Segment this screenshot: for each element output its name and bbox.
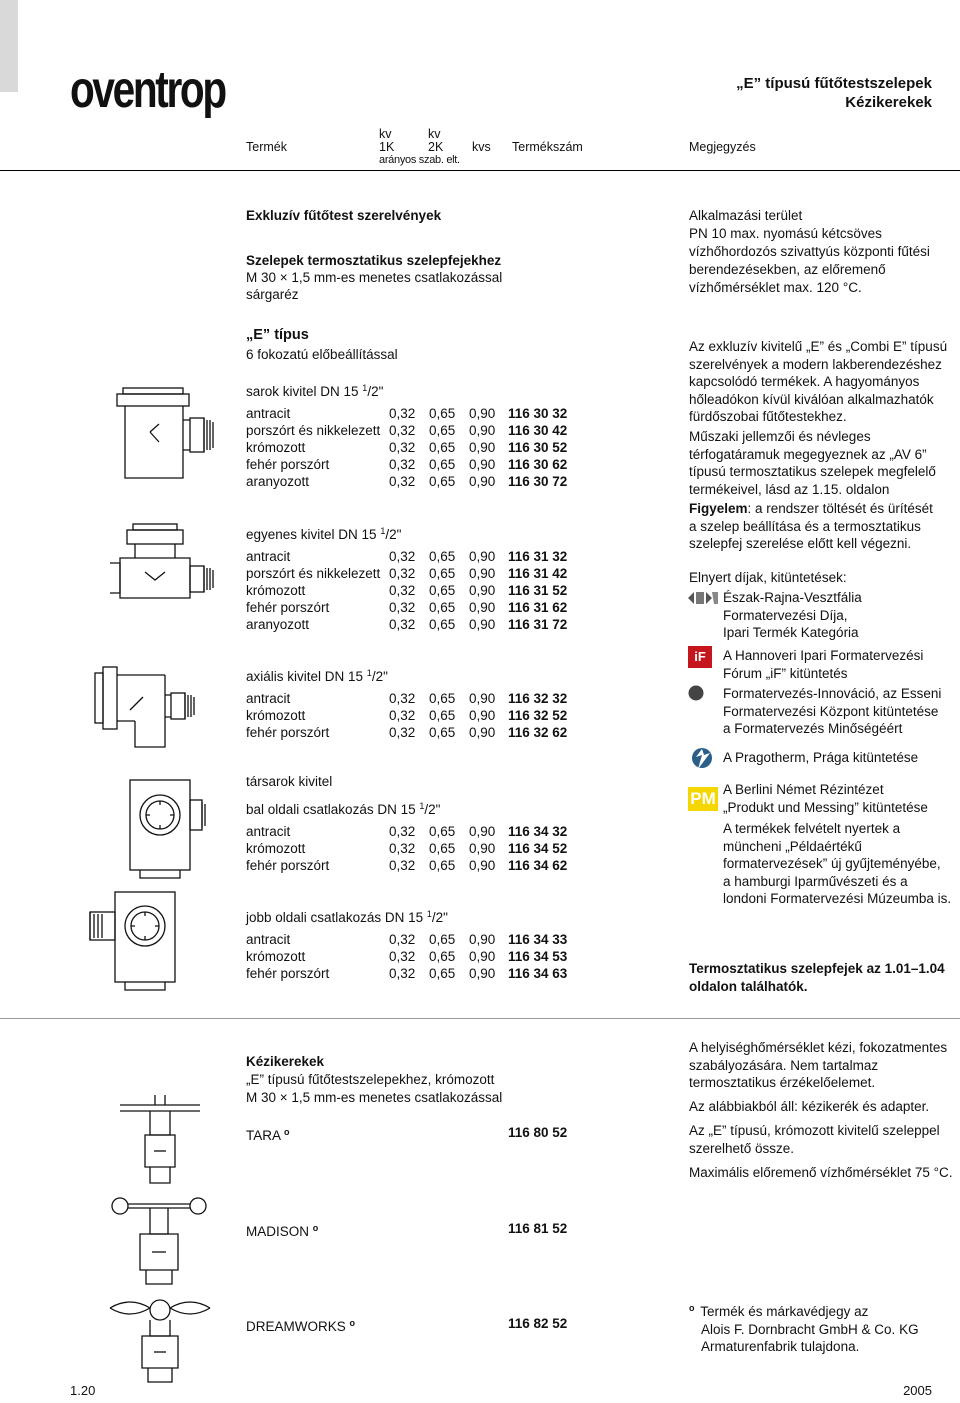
award-line: A Berlini Német Rézintézet — [723, 782, 884, 797]
etype-title: „E” típus — [246, 327, 309, 343]
row-kv2: 0,65 — [429, 600, 456, 615]
row-kv2: 0,65 — [429, 824, 456, 839]
desc-line: szabályozására. Nem tartalmaz — [689, 1057, 879, 1073]
page-title — [736, 74, 932, 112]
col-megjegyzes: Megjegyzés — [689, 140, 756, 154]
handwheels-line2: M 30 × 1,5 mm-es menetes csatlakozással — [246, 1090, 503, 1105]
row-finish: krómozott — [246, 708, 306, 723]
row-code: 116 31 42 — [508, 566, 568, 581]
group-label-text: jobb oldali csatlakozás DN 15 — [246, 910, 427, 925]
dreamworks-handwheel-drawing — [100, 1290, 220, 1385]
award-museums — [723, 820, 951, 908]
row-kvs: 0,90 — [469, 600, 496, 615]
row-kv2: 0,65 — [429, 691, 456, 706]
row-finish: antracit — [246, 549, 291, 564]
col-2k: 2K — [428, 140, 444, 154]
if-award-icon: iF — [688, 646, 712, 668]
page-number: 1.20 — [70, 1383, 96, 1398]
item-name: MADISON — [246, 1224, 310, 1239]
row-code: 116 31 52 — [508, 583, 568, 598]
row-kvs: 0,90 — [469, 440, 496, 455]
row-kv2: 0,65 — [429, 932, 456, 947]
row-kv2: 0,65 — [429, 966, 456, 981]
row-code: 116 34 52 — [508, 841, 568, 856]
trademark-line: Armaturenfabrik tulajdona. — [701, 1339, 860, 1354]
row-finish: fehér porszórt — [246, 858, 330, 873]
row-kv1: 0,32 — [389, 566, 416, 581]
row-finish: antracit — [246, 932, 291, 947]
awards-title: Elnyert díjak, kitüntetések: — [689, 570, 847, 585]
row-kvs: 0,90 — [469, 708, 496, 723]
row-kvs: 0,90 — [469, 406, 496, 421]
trademark-mark: o — [349, 1318, 356, 1328]
handwheel-tara — [246, 1124, 290, 1145]
group-label-text: sarok kivitel DN 15 — [246, 384, 363, 399]
row-code: 116 34 53 — [508, 949, 568, 964]
row-kv2: 0,65 — [429, 457, 456, 472]
tara-handwheel-drawing — [110, 1095, 220, 1190]
award-nrw — [723, 589, 862, 642]
page-edge-tab — [0, 0, 18, 92]
frac-den: /2" — [367, 384, 384, 399]
angle-right-valve-drawing — [70, 878, 200, 993]
row-code: 116 30 52 — [508, 440, 568, 455]
frac-num: 1 — [362, 383, 368, 393]
desc-line: a szelep beállítása és a termosztatikus — [689, 518, 921, 534]
desc-line: szerelvények a modern lakberendezéshez — [689, 356, 942, 372]
row-code: 116 30 42 — [508, 423, 568, 438]
row-kv1: 0,32 — [389, 617, 416, 632]
thermostat-heads-note — [689, 960, 945, 995]
col-termek: Termék — [246, 140, 287, 154]
row-kvs: 0,90 — [469, 725, 496, 740]
row-kv2: 0,65 — [429, 949, 456, 964]
app-line-0: PN 10 max. nyomású kétcsöves — [689, 226, 882, 241]
intro-line2: M 30 × 1,5 mm-es menetes csatlakozással — [246, 270, 503, 285]
col-kv1: kv — [379, 127, 392, 141]
row-kv1: 0,32 — [389, 600, 416, 615]
award-essen — [723, 685, 941, 738]
row-code: 116 32 32 — [508, 691, 568, 706]
handwheel-madison-code: 116 81 52 — [508, 1221, 568, 1236]
row-kvs: 0,90 — [469, 932, 496, 947]
row-kvs: 0,90 — [469, 617, 496, 632]
row-finish: antracit — [246, 691, 291, 706]
desc-line: Az „E” típusú, krómozott kivitelű szeleppel — [689, 1123, 940, 1138]
row-kv1: 0,32 — [389, 583, 416, 598]
handwheels-title: Kézikerekek — [246, 1054, 325, 1069]
award-line: Észak-Rajna-Vesztfália — [723, 590, 862, 605]
col-kv2: kv — [428, 127, 441, 141]
row-code: 116 30 32 — [508, 406, 568, 421]
oventrop-logo: oventrop — [70, 61, 225, 119]
row-kvs: 0,90 — [469, 858, 496, 873]
row-finish: krómozott — [246, 841, 306, 856]
row-finish: fehér porszórt — [246, 966, 330, 981]
group-label-text: bal oldali csatlakozás DN 15 — [246, 802, 420, 817]
group-label-jobb — [246, 906, 448, 927]
desc-line: hőleadókon kívül kiválóan alkalmazhatók — [689, 391, 934, 407]
item-name: TARA — [246, 1128, 281, 1143]
row-code: 116 34 32 — [508, 824, 568, 839]
row-kv2: 0,65 — [429, 406, 456, 421]
handwheel-madison — [246, 1220, 318, 1241]
row-finish: fehér porszórt — [246, 600, 330, 615]
row-finish: krómozott — [246, 440, 306, 455]
row-finish: aranyozott — [246, 474, 310, 489]
row-kvs: 0,90 — [469, 474, 496, 489]
col-kvs: kvs — [472, 140, 491, 154]
app-line-2: berendezésekben, az előremenő — [689, 262, 886, 277]
frac-num: 1 — [419, 801, 425, 811]
row-code: 116 31 72 — [508, 617, 568, 632]
row-kv2: 0,65 — [429, 583, 456, 598]
row-kv2: 0,65 — [429, 474, 456, 489]
row-kvs: 0,90 — [469, 841, 496, 856]
row-kv1: 0,32 — [389, 549, 416, 564]
col-arany: arányos szab. elt. — [379, 154, 460, 166]
header-rule — [0, 170, 960, 171]
handwheels-line1: „E” típusú fűtőtestszelepekhez, krómozott — [246, 1072, 495, 1087]
award-line: londoni Formatervezési Múzeumba is. — [723, 891, 952, 906]
col-1k: 1K — [379, 140, 395, 154]
row-kvs: 0,90 — [469, 949, 496, 964]
row-kv1: 0,32 — [389, 949, 416, 964]
row-kv2: 0,65 — [429, 858, 456, 873]
handwheel-tara-code: 116 80 52 — [508, 1125, 568, 1140]
award-prague: A Pragotherm, Prága kitüntetése — [723, 750, 919, 765]
row-kv2: 0,65 — [429, 708, 456, 723]
desc-p2 — [689, 428, 936, 498]
row-kv2: 0,65 — [429, 549, 456, 564]
frac-num: 1 — [366, 668, 372, 678]
row-kvs: 0,90 — [469, 457, 496, 472]
row-kv1: 0,32 — [389, 725, 416, 740]
desc-line: szelepfej szerelése előtt kell végezni. — [689, 536, 912, 551]
axial-valve-drawing — [75, 655, 225, 765]
award-line: a hamburgi Iparművészeti és a — [723, 873, 908, 889]
note-line: Termosztatikus szelepfejek az 1.01–1.04 — [689, 961, 945, 976]
warning-label: Figyelem — [689, 501, 748, 516]
row-kv1: 0,32 — [389, 691, 416, 706]
desc-line: termosztatikus érzékelőelemet. — [689, 1075, 876, 1090]
trademark-mark: o — [312, 1223, 319, 1233]
row-kvs: 0,90 — [469, 549, 496, 564]
app-line-3: vízhőmérséklet max. 120 °C. — [689, 280, 862, 295]
desc-line: térfogatáramuk megegyeznek az „AV 6” — [689, 446, 927, 462]
group-label-text: egyenes kivitel DN 15 — [246, 527, 381, 542]
row-finish: krómozott — [246, 583, 306, 598]
desc-p1 — [689, 338, 947, 426]
row-finish: krómozott — [246, 949, 306, 964]
row-kvs: 0,90 — [469, 824, 496, 839]
angle-left-valve-drawing — [120, 770, 220, 880]
madison-handwheel-drawing — [100, 1190, 220, 1290]
desc-line: Az exkluzív kivitelű „E” és „Combi E” típusú — [689, 339, 948, 354]
row-finish: porszórt és nikkelezett — [246, 423, 381, 438]
row-kv2: 0,65 — [429, 841, 456, 856]
frac-den: /2" — [431, 910, 448, 925]
row-kvs: 0,90 — [469, 423, 496, 438]
row-kv1: 0,32 — [389, 423, 416, 438]
row-kv2: 0,65 — [429, 617, 456, 632]
row-code: 116 34 62 — [508, 858, 568, 873]
title-line-1: „E” típusú fűtőtestszelepek — [736, 75, 932, 92]
award-line: Fórum „iF” kitüntetés — [723, 665, 848, 681]
app-line-1: vízhőhordozós szivattyús központi fűtési — [689, 244, 930, 259]
row-kv2: 0,65 — [429, 566, 456, 581]
award-line: „Produkt und Messing” kitüntetése — [723, 799, 928, 815]
row-finish: fehér porszórt — [246, 725, 330, 740]
row-finish: antracit — [246, 406, 291, 421]
trademark-line: Alois F. Dornbracht GmbH & Co. KG — [701, 1321, 919, 1337]
handwheel-dreamworks — [246, 1315, 355, 1336]
handwheel-desc-1 — [689, 1039, 947, 1092]
handwheel-dreamworks-code: 116 82 52 — [508, 1316, 568, 1331]
handwheel-desc-3 — [689, 1122, 940, 1157]
item-name: DREAMWORKS — [246, 1319, 346, 1334]
intro-heading: Exkluzív fűtőtest szerelvények — [246, 208, 442, 223]
row-kv2: 0,65 — [429, 725, 456, 740]
title-line-2: Kézikerekek — [845, 94, 932, 111]
award-berlin — [723, 781, 928, 816]
nrw-award-icon — [688, 590, 718, 606]
row-finish: fehér porszórt — [246, 457, 330, 472]
row-kv1: 0,32 — [389, 406, 416, 421]
row-kv1: 0,32 — [389, 440, 416, 455]
desc-p3 — [689, 500, 933, 553]
row-kv1: 0,32 — [389, 708, 416, 723]
intro-line3: sárgaréz — [246, 287, 299, 302]
trademark-mark: o — [689, 1303, 695, 1313]
desc-line: kapcsolódó termékek. A hagyományos — [689, 374, 920, 389]
row-kv1: 0,32 — [389, 841, 416, 856]
col-termekszam: Termékszám — [512, 140, 583, 154]
corner-valve-drawing — [95, 360, 225, 495]
row-kv1: 0,32 — [389, 966, 416, 981]
row-code: 116 34 63 — [508, 966, 568, 981]
row-kv1: 0,32 — [389, 824, 416, 839]
year: 2005 — [903, 1383, 932, 1398]
row-kv2: 0,65 — [429, 423, 456, 438]
row-code: 116 31 62 — [508, 600, 568, 615]
frac-num: 1 — [380, 526, 386, 536]
award-line: A Hannoveri Ipari Formatervezési — [723, 648, 924, 663]
intro-subheading: Szelepek termosztatikus szelepfejekhez — [246, 253, 502, 268]
row-code: 116 34 33 — [508, 932, 568, 947]
section-rule — [0, 1018, 960, 1019]
frac-den: /2" — [371, 669, 388, 684]
trademark-line: Termék és márkavédjegy az — [700, 1304, 869, 1319]
frac-den: /2" — [424, 802, 441, 817]
trademark-mark: o — [284, 1127, 290, 1137]
desc-line: fürdőszobai fűtőtestekhez. — [689, 409, 847, 424]
award-line: Formatervezés-Innováció, az Esseni — [723, 686, 942, 701]
row-kv2: 0,65 — [429, 440, 456, 455]
etype-subtitle: 6 fokozatú előbeállítással — [246, 347, 398, 362]
desc-line: A helyiséghőmérséklet kézi, fokozatmentes — [689, 1040, 948, 1055]
frac-num: 1 — [426, 909, 432, 919]
award-line: a Formatervezés Minőségéért — [723, 721, 903, 736]
desc-line: Műszaki jellemzői és névleges — [689, 429, 871, 444]
straight-valve-drawing — [95, 518, 225, 628]
row-finish: porszórt és nikkelezett — [246, 566, 381, 581]
desc-line: : a rendszer töltését és ürítését — [747, 501, 933, 516]
group-label-sarok — [246, 380, 383, 401]
row-code: 116 32 62 — [508, 725, 568, 740]
row-kvs: 0,90 — [469, 566, 496, 581]
award-line: müncheni „Példaértékű — [723, 838, 862, 854]
row-code: 116 32 52 — [508, 708, 568, 723]
row-kv1: 0,32 — [389, 474, 416, 489]
row-kvs: 0,90 — [469, 691, 496, 706]
desc-line: szerelhető össze. — [689, 1140, 795, 1156]
award-line: Formatervezési Díja, — [723, 607, 848, 623]
group-label-axialis — [246, 665, 388, 686]
essen-award-icon — [688, 685, 704, 701]
award-line: Ipari Termék Kategória — [723, 625, 859, 640]
handwheel-desc-2: Az alábbiakból áll: kézikerék és adapter. — [689, 1099, 930, 1114]
award-if — [723, 647, 923, 682]
award-line: Formatervezési Központ kitüntetése — [723, 703, 939, 719]
pm-award-icon: PM — [688, 787, 718, 811]
trademark-note — [689, 1300, 919, 1356]
pragotherm-award-icon — [690, 747, 716, 773]
frac-den: /2" — [385, 527, 402, 542]
row-kvs: 0,90 — [469, 583, 496, 598]
group-label-text: axiális kivitel DN 15 — [246, 669, 367, 684]
row-finish: aranyozott — [246, 617, 310, 632]
app-title: Alkalmazási terület — [689, 208, 803, 223]
row-code: 116 31 32 — [508, 549, 568, 564]
desc-line: termékeivel, lásd az 1.15. oldalon — [689, 481, 890, 497]
row-kv1: 0,32 — [389, 932, 416, 947]
note-line: oldalon találhatók. — [689, 978, 808, 994]
row-kv1: 0,32 — [389, 457, 416, 472]
award-line: formatervezések” új gyűjteményébe, — [723, 856, 941, 871]
desc-line: típusú termosztatikus szelepek megfelelő — [689, 464, 936, 479]
group-label-bal — [246, 798, 440, 819]
handwheel-desc-4: Maximális előremenő vízhőmérséklet 75 °C. — [689, 1165, 953, 1180]
row-code: 116 30 72 — [508, 474, 568, 489]
group-pre-tarsarok: társarok kivitel — [246, 774, 333, 789]
row-code: 116 30 62 — [508, 457, 568, 472]
row-finish: antracit — [246, 824, 291, 839]
award-line: A termékek felvételt nyertek a — [723, 821, 901, 836]
row-kvs: 0,90 — [469, 966, 496, 981]
group-label-egyenes — [246, 523, 401, 544]
row-kv1: 0,32 — [389, 858, 416, 873]
